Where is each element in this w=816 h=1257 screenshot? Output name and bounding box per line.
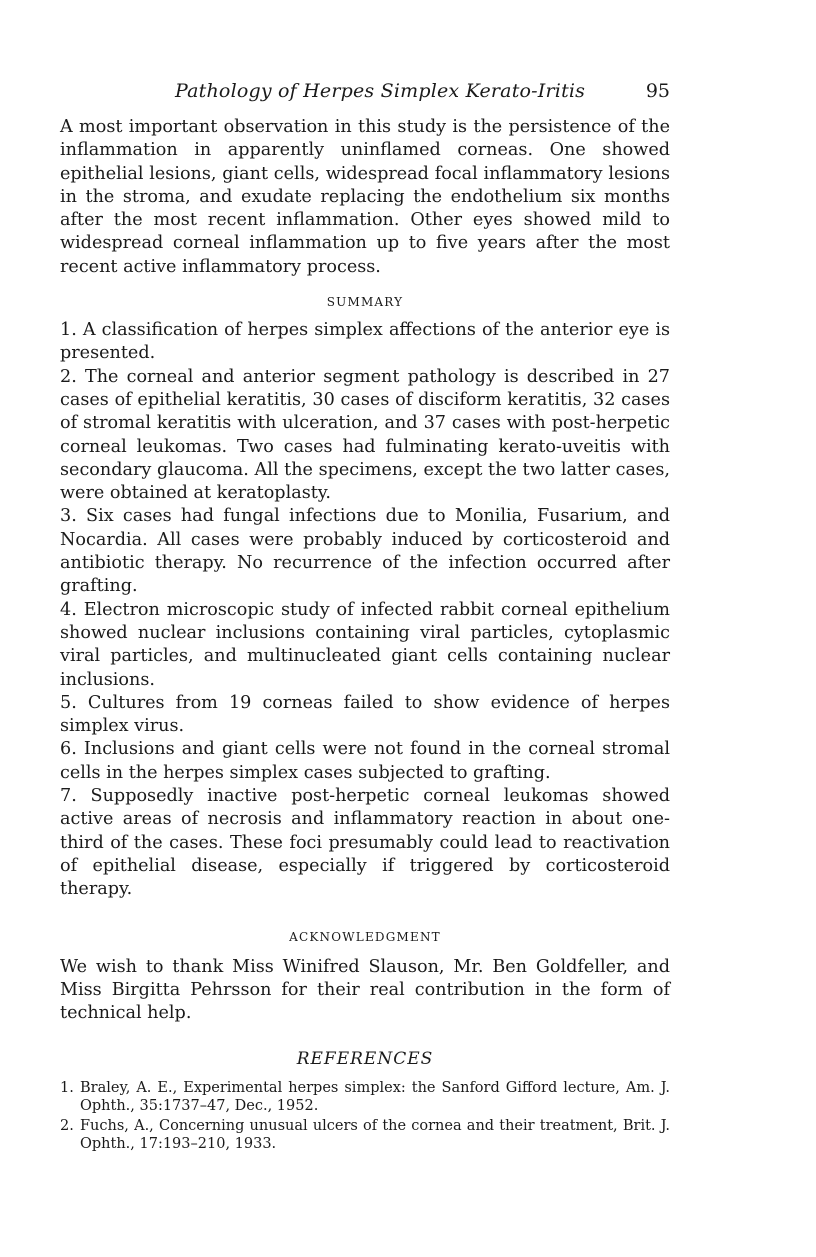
running-title: Pathology of Herpes Simplex Kerato-Iritis <box>175 80 586 102</box>
intro-paragraph: A most important observation in this study is the persistence of the inflammation in apparently uninflamed corneas. One showed epithelial lesions, giant cells, widespread focal inflammatory lesions in the stroma, and exudate replacing the endothelium six months after the most recent inflammation. Other eyes showed mild to widespread corneal inflammation up to five years after the most recent active inflammatory process. <box>60 117 670 277</box>
reference-item <box>60 1079 670 1115</box>
reference-text: Fuchs, A., Concerning unusual ulcers of the cornea and their treatment, Brit. J. Ophth., 17:193–210, 1933. <box>80 1118 670 1153</box>
references-list <box>60 1079 670 1153</box>
reference-number: 1. <box>60 1080 74 1097</box>
reference-item <box>60 1117 670 1153</box>
summary-item-2: 2. The corneal and anterior segment pathology is described in 27 cases of epithelial keratitis, 30 cases of disciform keratitis, 32 cases of stromal keratitis with ulceration, and 37 cases with post-herpetic corneal leukomas. Two cases had fulminating kerato-uveitis with secondary glaucoma. All the specimens, except the two latter cases, were obtained at keratoplasty. <box>60 366 670 504</box>
summary-item-6: 6. Inclusions and giant cells were not found in the corneal stromal cells in the herpes simplex cases subjected to grafting. <box>60 739 670 783</box>
summary-item-1: 1. A classification of herpes simplex affections of the anterior eye is presented. <box>60 320 670 364</box>
references-heading: REFERENCES <box>296 1049 434 1070</box>
summary-item-3: 3. Six cases had fungal infections due to Monilia, Fusarium, and Nocardia. All cases were probably induced by corticosteroid and antibiotic therapy. No recurrence of the infection occurred after grafting. <box>60 506 670 597</box>
summary-item-5: 5. Cultures from 19 corneas failed to show evidence of herpes simplex virus. <box>60 692 670 737</box>
summary-heading: SUMMARY <box>326 295 404 310</box>
acknowledgment-heading: ACKNOWLEDGMENT <box>289 929 441 944</box>
summary-item-4: 4. Electron microscopic study of infected rabbit corneal epithelium showed nuclear inclusions containing viral particles, cytoplasmic viral particles, and multinucleated giant cells containing nuclear inclusions. <box>60 599 670 690</box>
acknowledgment-text: We wish to thank Miss Winifred Slauson, Mr. Ben Goldfeller, and Miss Birgitta Pehrsson for their real contribution in the form of technical help. <box>60 956 670 1024</box>
reference-text: Braley, A. E., Experimental herpes simplex: the Sanford Gifford lecture, Am. J. Ophth., 35:1737–47, Dec., 1952. <box>80 1080 670 1115</box>
summary-item-7: 7. Supposedly inactive post-herpetic corneal leukomas showed active areas of necrosis and inflammatory reaction in about one-third of the cases. These foci presumably could lead to reactivation of epithelial disease, especially if triggered by corticosteroid therapy. <box>60 786 670 900</box>
running-head <box>60 80 670 112</box>
reference-number: 2. <box>60 1118 74 1135</box>
page-number: 95 <box>645 80 670 102</box>
page <box>60 80 670 1155</box>
summary-list <box>60 319 670 901</box>
